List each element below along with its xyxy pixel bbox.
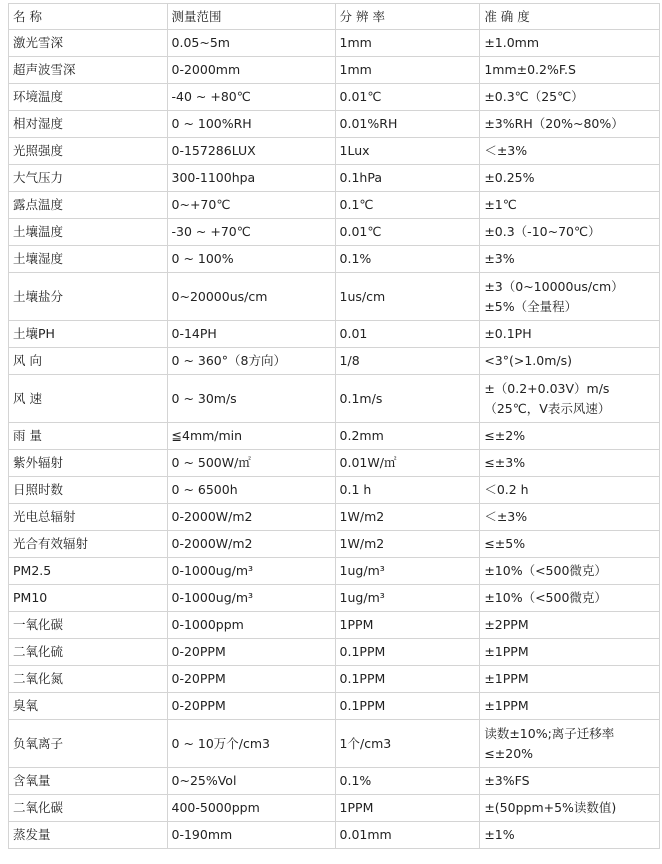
cell-range: 0-1000ug/m³: [167, 558, 335, 585]
cell-accuracy: [480, 504, 660, 531]
cell-accuracy: [480, 375, 660, 423]
cell-name: 相对湿度: [9, 111, 168, 138]
accuracy-line: ≤±20%: [484, 745, 534, 761]
table-row: [9, 111, 660, 138]
cell-name: PM10: [9, 585, 168, 612]
table-row: [9, 558, 660, 585]
cell-name: 土壤PH: [9, 321, 168, 348]
cell-name: 二氧化碳: [9, 795, 168, 822]
cell-range: 400-5000ppm: [167, 795, 335, 822]
accuracy-line: ±1%: [484, 827, 515, 842]
accuracy-line: 1mm±0.2%F.S: [484, 62, 576, 77]
accuracy-line: ＜±3%: [484, 143, 528, 158]
accuracy-line: ±3%RH（20%~80%）: [484, 116, 624, 131]
accuracy-line: ±1PPM: [484, 644, 529, 659]
accuracy-line: ±0.25%: [484, 170, 535, 185]
cell-resolution: 0.1hPa: [335, 165, 480, 192]
table-row: [9, 165, 660, 192]
cell-name: 光合有效辐射: [9, 531, 168, 558]
table-row: [9, 768, 660, 795]
table-row: [9, 822, 660, 849]
cell-accuracy: [480, 531, 660, 558]
cell-name: 雨 量: [9, 423, 168, 450]
cell-accuracy: [480, 111, 660, 138]
accuracy-line: <3°(>1.0m/s): [484, 353, 573, 368]
cell-resolution: 0.01℃: [335, 84, 480, 111]
accuracy-line: ±（0.2+0.03V）m/s: [484, 380, 610, 396]
cell-accuracy: [480, 138, 660, 165]
cell-name: 风 速: [9, 375, 168, 423]
cell-range: 0 ~ 6500h: [167, 477, 335, 504]
cell-accuracy: [480, 477, 660, 504]
accuracy-line: ±3%FS: [484, 773, 530, 788]
accuracy-line: ≤±5%: [484, 536, 526, 551]
cell-range: 0-20PPM: [167, 693, 335, 720]
accuracy-line: （25℃，V表示风速）: [484, 400, 611, 416]
cell-accuracy: [480, 666, 660, 693]
cell-resolution: 0.1 h: [335, 477, 480, 504]
cell-name: 大气压力: [9, 165, 168, 192]
cell-resolution: 0.1%: [335, 246, 480, 273]
cell-name: 超声波雪深: [9, 57, 168, 84]
accuracy-line: ±3%: [484, 251, 515, 266]
accuracy-line: ±0.3℃（25℃）: [484, 89, 584, 104]
cell-name: 土壤温度: [9, 219, 168, 246]
cell-resolution: 1Lux: [335, 138, 480, 165]
accuracy-line: ±1℃: [484, 197, 517, 212]
accuracy-line: ＜±3%: [484, 509, 528, 524]
cell-accuracy: [480, 693, 660, 720]
cell-range: 0-2000mm: [167, 57, 335, 84]
cell-range: 0~20000us/cm: [167, 273, 335, 321]
cell-accuracy: [480, 822, 660, 849]
table-row: [9, 666, 660, 693]
accuracy-line: ≤±2%: [484, 428, 526, 443]
accuracy-line: ±(50ppm+5%读数值): [484, 800, 617, 815]
accuracy-line: ±1PPM: [484, 671, 529, 686]
accuracy-line: ±5%（全量程）: [484, 298, 578, 314]
table-row: [9, 795, 660, 822]
header-accuracy: 准 确 度: [480, 4, 660, 30]
header-range: 测量范围: [167, 4, 335, 30]
cell-accuracy: [480, 219, 660, 246]
cell-accuracy: [480, 273, 660, 321]
cell-name: 蒸发量: [9, 822, 168, 849]
table-row: [9, 504, 660, 531]
cell-range: 0 ~ 100%RH: [167, 111, 335, 138]
cell-resolution: 0.01W/㎡: [335, 450, 480, 477]
cell-name: 环境温度: [9, 84, 168, 111]
cell-accuracy: [480, 57, 660, 84]
cell-accuracy: [480, 768, 660, 795]
table-row: [9, 321, 660, 348]
cell-resolution: 1ug/m³: [335, 585, 480, 612]
table-row: [9, 720, 660, 768]
cell-accuracy: [480, 585, 660, 612]
cell-range: 0 ~ 500W/㎡: [167, 450, 335, 477]
cell-range: -40 ~ +80℃: [167, 84, 335, 111]
table-row: [9, 138, 660, 165]
cell-name: 光照强度: [9, 138, 168, 165]
table-row: [9, 273, 660, 321]
cell-range: ≦4mm/min: [167, 423, 335, 450]
cell-resolution: 1ug/m³: [335, 558, 480, 585]
cell-name: 激光雪深: [9, 30, 168, 57]
cell-name: 日照时数: [9, 477, 168, 504]
cell-range: 0.05~5m: [167, 30, 335, 57]
cell-name: 光电总辐射: [9, 504, 168, 531]
cell-range: 0 ~ 360°（8方向）: [167, 348, 335, 375]
cell-accuracy: [480, 348, 660, 375]
cell-range: 0-20PPM: [167, 639, 335, 666]
table-row: [9, 246, 660, 273]
accuracy-line: ±1.0mm: [484, 35, 540, 50]
accuracy-line: ≤±3%: [484, 455, 526, 470]
cell-name: 含氧量: [9, 768, 168, 795]
cell-accuracy: [480, 720, 660, 768]
cell-range: 300-1100hpa: [167, 165, 335, 192]
cell-range: 0-157286LUX: [167, 138, 335, 165]
accuracy-line: ±1PPM: [484, 698, 529, 713]
cell-accuracy: [480, 246, 660, 273]
header-name: 名 称: [9, 4, 168, 30]
table-row: [9, 84, 660, 111]
cell-name: 土壤盐分: [9, 273, 168, 321]
cell-name: PM2.5: [9, 558, 168, 585]
cell-name: 二氧化氮: [9, 666, 168, 693]
accuracy-line: ±0.1PH: [484, 326, 532, 341]
cell-resolution: 0.01: [335, 321, 480, 348]
table-row: [9, 612, 660, 639]
table-row: [9, 531, 660, 558]
accuracy-line: 读数±10%;离子迁移率: [484, 725, 615, 741]
table-header-row: [9, 4, 660, 30]
sensor-spec-table: [8, 3, 660, 849]
cell-range: 0-1000ppm: [167, 612, 335, 639]
table-row: [9, 477, 660, 504]
cell-accuracy: [480, 165, 660, 192]
cell-accuracy: [480, 639, 660, 666]
cell-accuracy: [480, 30, 660, 57]
table-row: [9, 693, 660, 720]
cell-resolution: 0.01℃: [335, 219, 480, 246]
cell-resolution: 0.01mm: [335, 822, 480, 849]
table-row: [9, 585, 660, 612]
cell-resolution: 1mm: [335, 30, 480, 57]
table-row: [9, 639, 660, 666]
cell-resolution: 1us/cm: [335, 273, 480, 321]
cell-resolution: 1W/m2: [335, 504, 480, 531]
cell-range: 0 ~ 100%: [167, 246, 335, 273]
cell-range: 0-2000W/m2: [167, 531, 335, 558]
cell-accuracy: [480, 612, 660, 639]
cell-accuracy: [480, 558, 660, 585]
cell-resolution: 0.1PPM: [335, 639, 480, 666]
cell-resolution: 0.1℃: [335, 192, 480, 219]
table-row: [9, 423, 660, 450]
cell-range: 0 ~ 10万个/cm3: [167, 720, 335, 768]
cell-resolution: 0.1%: [335, 768, 480, 795]
cell-range: 0-190mm: [167, 822, 335, 849]
cell-name: 负氧离子: [9, 720, 168, 768]
cell-name: 风 向: [9, 348, 168, 375]
cell-accuracy: [480, 423, 660, 450]
cell-accuracy: [480, 84, 660, 111]
cell-resolution: 0.1PPM: [335, 666, 480, 693]
cell-range: 0-2000W/m2: [167, 504, 335, 531]
cell-resolution: 0.01%RH: [335, 111, 480, 138]
accuracy-line: ＜0.2 h: [484, 482, 529, 497]
cell-name: 紫外辐射: [9, 450, 168, 477]
accuracy-line: ±3（0~10000us/cm）: [484, 278, 624, 294]
cell-range: 0-20PPM: [167, 666, 335, 693]
cell-name: 露点温度: [9, 192, 168, 219]
cell-range: 0~25%Vol: [167, 768, 335, 795]
cell-resolution: 1个/cm3: [335, 720, 480, 768]
table-row: [9, 192, 660, 219]
cell-range: 0-14PH: [167, 321, 335, 348]
cell-range: 0-1000ug/m³: [167, 585, 335, 612]
cell-accuracy: [480, 321, 660, 348]
table-row: [9, 348, 660, 375]
cell-resolution: 1mm: [335, 57, 480, 84]
table-row: [9, 30, 660, 57]
accuracy-line: ±2PPM: [484, 617, 529, 632]
table-row: [9, 57, 660, 84]
accuracy-line: ±10%（<500微克）: [484, 563, 607, 578]
cell-range: -30 ~ +70℃: [167, 219, 335, 246]
accuracy-line: ±0.3（-10~70℃）: [484, 224, 601, 239]
header-resolution: 分 辨 率: [335, 4, 480, 30]
cell-name: 臭氧: [9, 693, 168, 720]
cell-name: 二氧化硫: [9, 639, 168, 666]
cell-name: 一氧化碳: [9, 612, 168, 639]
cell-resolution: 0.2mm: [335, 423, 480, 450]
cell-accuracy: [480, 450, 660, 477]
cell-accuracy: [480, 192, 660, 219]
cell-resolution: 1PPM: [335, 795, 480, 822]
cell-accuracy: [480, 795, 660, 822]
accuracy-line: ±10%（<500微克）: [484, 590, 607, 605]
cell-resolution: 0.1m/s: [335, 375, 480, 423]
cell-name: 土壤湿度: [9, 246, 168, 273]
table-row: [9, 450, 660, 477]
table-row: [9, 375, 660, 423]
cell-resolution: 1PPM: [335, 612, 480, 639]
cell-range: 0~+70℃: [167, 192, 335, 219]
table-row: [9, 219, 660, 246]
cell-resolution: 0.1PPM: [335, 693, 480, 720]
cell-resolution: 1W/m2: [335, 531, 480, 558]
cell-resolution: 1/8: [335, 348, 480, 375]
cell-range: 0 ~ 30m/s: [167, 375, 335, 423]
